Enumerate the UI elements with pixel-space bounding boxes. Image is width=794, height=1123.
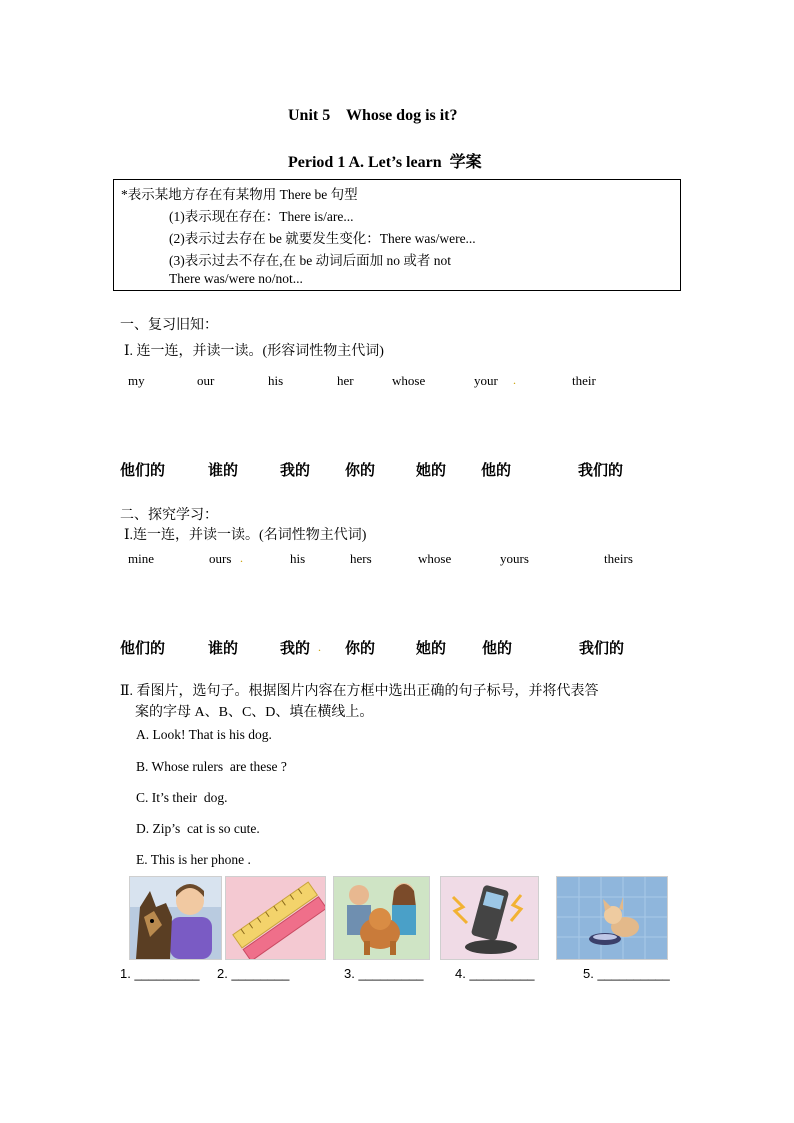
grammar-line-1: *表示某地方存在有某物用 There be 句型 bbox=[121, 187, 358, 202]
picture-rulers bbox=[225, 876, 326, 960]
page-title-unit: Unit 5 Whose dog is it? bbox=[288, 107, 458, 124]
cn-word-7: 我们的 bbox=[578, 461, 624, 479]
section1-heading: 一、复习旧知： bbox=[120, 318, 218, 333]
picture-boy-with-dog bbox=[129, 876, 222, 960]
word-her: her bbox=[337, 373, 354, 388]
section1-task: Ⅰ. 连一连，并读一读。(形容词性物主代词) bbox=[124, 344, 384, 359]
cn-word-1b: 他们的 bbox=[120, 639, 166, 657]
decor-dot: . bbox=[318, 640, 321, 654]
section2-heading: 二、探究学习： bbox=[120, 508, 218, 523]
grammar-line-3: (2)表示过去存在 be 就要发生变化：There was/were... bbox=[169, 231, 476, 246]
word-our: our bbox=[197, 373, 215, 388]
word-mine: mine bbox=[128, 551, 154, 566]
cn-word-3: 我的 bbox=[280, 461, 311, 479]
cn-word-5: 她的 bbox=[416, 461, 447, 479]
answer-blank-4[interactable]: 4. _________ bbox=[455, 966, 535, 981]
option-c: C. It’s their dog. bbox=[136, 790, 228, 805]
cn-word-1: 他们的 bbox=[120, 461, 166, 479]
option-e: E. This is her phone . bbox=[136, 852, 251, 867]
section3-task-line2: 案的字母 A、B、C、D、填在横线上。 bbox=[135, 705, 374, 720]
word-yours: yours bbox=[500, 551, 529, 566]
cn-word-4b: 你的 bbox=[345, 639, 376, 657]
cn-word-6: 他的 bbox=[481, 461, 512, 479]
answer-blank-1[interactable]: 1. _________ bbox=[120, 966, 200, 981]
cn-word-4: 你的 bbox=[345, 461, 376, 479]
cn-word-5b: 她的 bbox=[416, 639, 447, 657]
page-title-period: Period 1 A. Let’s learn 学案 bbox=[288, 154, 482, 171]
word-ours: ours bbox=[209, 551, 232, 566]
word-hers: hers bbox=[350, 551, 372, 566]
option-d: D. Zip’s cat is so cute. bbox=[136, 821, 260, 836]
answer-blank-5[interactable]: 5. __________ bbox=[583, 966, 670, 981]
word-whose: whose bbox=[392, 373, 426, 388]
cn-word-2: 谁的 bbox=[208, 461, 239, 479]
grammar-line-2: (1)表示现在存在：There is/are... bbox=[169, 209, 354, 224]
decor-dot: . bbox=[513, 373, 516, 387]
grammar-box bbox=[113, 179, 681, 291]
decor-dot: . bbox=[240, 551, 243, 565]
cn-word-7b: 我们的 bbox=[579, 639, 625, 657]
grammar-line-4: (3)表示过去不存在,在 be 动词后面加 no 或者 not bbox=[169, 253, 451, 268]
section3-task-line1: Ⅱ. 看图片，选句子。根据图片内容在方框中选出正确的句子标号，并将代表答 bbox=[120, 684, 599, 699]
picture-puppy bbox=[556, 876, 668, 960]
word-theirs: theirs bbox=[604, 551, 633, 566]
section2-task: Ⅰ.连一连，并读一读。(名词性物主代词) bbox=[124, 528, 367, 543]
word-their: their bbox=[572, 373, 596, 388]
word-whose-2: whose bbox=[418, 551, 452, 566]
picture-couple-with-dog bbox=[333, 876, 430, 960]
cn-word-6b: 他的 bbox=[482, 639, 513, 657]
option-b: B. Whose rulers are these ? bbox=[136, 759, 287, 774]
cn-word-2b: 谁的 bbox=[208, 639, 239, 657]
word-my: my bbox=[128, 373, 145, 388]
word-your: your bbox=[474, 373, 498, 388]
picture-phone bbox=[440, 876, 539, 960]
grammar-line-5: There was/were no/not... bbox=[169, 271, 303, 286]
word-his-2: his bbox=[290, 551, 306, 566]
cn-word-3b: 我的 bbox=[280, 639, 311, 657]
answer-blank-3[interactable]: 3. _________ bbox=[344, 966, 424, 981]
answer-blank-2[interactable]: 2. ________ bbox=[217, 966, 290, 981]
option-a: A. Look! That is his dog. bbox=[136, 727, 272, 742]
word-his: his bbox=[268, 373, 284, 388]
